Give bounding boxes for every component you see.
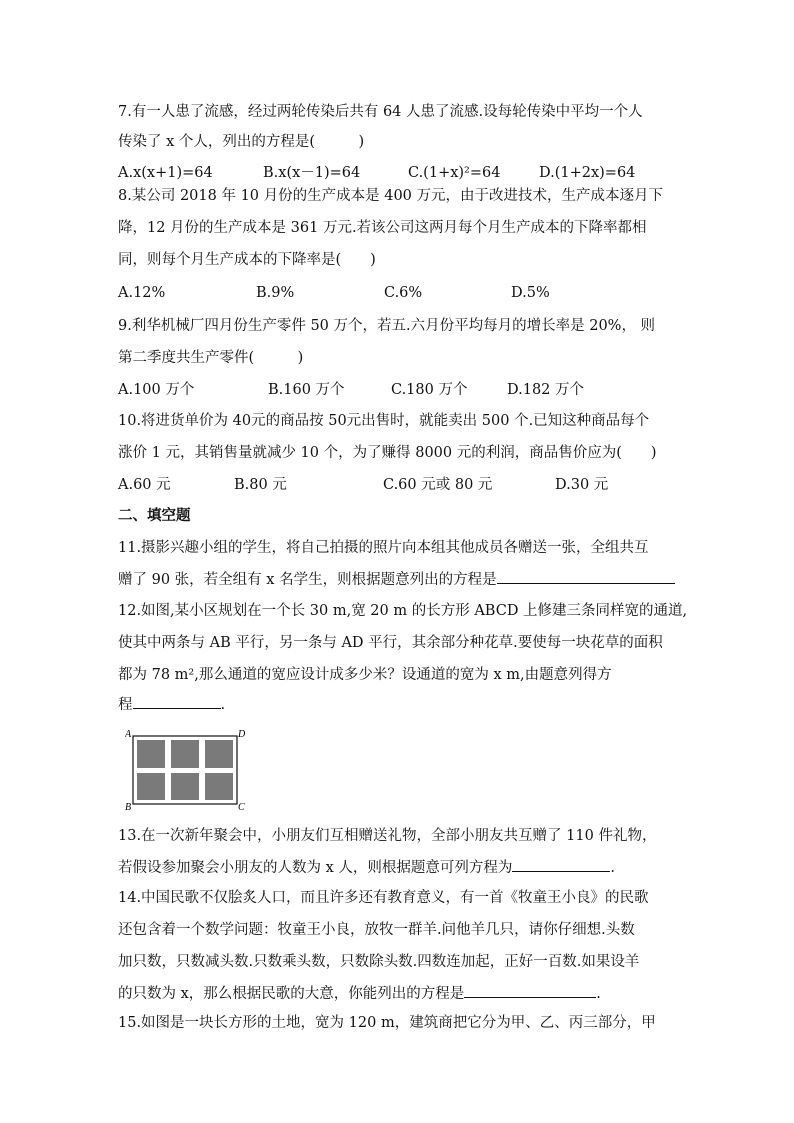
- q12-stem-line-3: 都为 78 m²,那么通道的宽应设计成多少米？设通道的宽为 x m,由题意列得方: [118, 667, 612, 683]
- flower-bed: [137, 740, 165, 768]
- q13-stem-line-2: [118, 857, 615, 878]
- vertex-c-label: C: [238, 802, 245, 812]
- q14-answer-blank[interactable]: [464, 983, 596, 998]
- q13-stem-line-1: 13.在一次新年聚会中，小朋友们互相赠送礼物，全部小朋友共互赠了 110 件礼物，: [118, 828, 657, 844]
- q14-stem-text: 的只数为 x，那么根据民歌的大意，你能列出的方程是: [118, 986, 465, 1002]
- q14-period: .: [596, 986, 601, 1002]
- flower-bed: [171, 740, 199, 768]
- q9-option-b: B.160 万个: [268, 382, 345, 398]
- q7-options: [118, 163, 718, 183]
- q8-option-a: A.12%: [118, 285, 166, 301]
- q12-stem-line-2: 使其中两条与 AB 平行，另一条与 AD 平行，其余部分种花草.要使每一块花草的面积: [118, 635, 663, 651]
- q12-stem-line-1: 12.如图,某小区规划在一个长 30 m,宽 20 m 的长方形 ABCD 上修建三条同样宽的通道,: [118, 603, 688, 619]
- q12-stem-line-4: [118, 694, 225, 715]
- q10-options: [118, 475, 718, 495]
- vertex-b-label: B: [125, 802, 132, 812]
- q9-option-a: A.100 万个: [118, 382, 195, 398]
- q8-option-b: B.9%: [256, 285, 295, 301]
- q15-stem-line-1: 15.如图是一块长方形的土地，宽为 120 m，建筑商把它分为甲、乙、丙三部分，甲: [118, 1015, 656, 1031]
- q9-stem-line-2: 第二季度共生产零件( ): [118, 350, 304, 366]
- q8-stem-line-1: 8.某公司 2018 年 10 月份的生产成本是 400 万元，由于改进技术，生产成本逐月下: [118, 188, 664, 204]
- q12-stem-text: 程: [118, 697, 133, 713]
- q14-stem-line-2: 还包含着一个数学问题：牧童王小良，放牧一群羊.问他羊几只，请你仔细想.头数: [118, 922, 635, 938]
- q14-stem-line-3: 加只数，只数减头数.只数乘头数，只数除头数.四数连加起，正好一百数.如果设羊: [118, 954, 640, 970]
- q11-stem-line-1: 11.摄影兴趣小组的学生，将自己拍摄的照片向本组其他成员各赠送一张，全组共互: [118, 540, 649, 556]
- q10-option-c: C.60 元或 80 元: [383, 477, 493, 493]
- q13-answer-blank[interactable]: [512, 857, 610, 872]
- q12-period: .: [220, 697, 226, 713]
- q10-option-d: D.30 元: [555, 477, 609, 493]
- q9-options: [118, 380, 718, 400]
- q8-stem-line-2: 降，12 月份的生产成本是 361 万元.若该公司这两月每个月生产成本的下降率都相: [118, 220, 647, 236]
- q9-option-d: D.182 万个: [507, 382, 585, 398]
- q10-stem-line-1: 10.将进货单价为 40元的商品按 50元出售时，就能卖出 500 个.已知这种商品每个: [118, 413, 650, 429]
- q14-stem-line-4: [118, 983, 601, 1004]
- q9-stem-line-1: 9.利华机械厂四月份生产零件 50 万个，若五.六月份平均每月的增长率是 20%， 则: [118, 318, 656, 334]
- q7-option-d: D.(1+2x)=64: [539, 165, 636, 181]
- vertex-d-label: D: [238, 729, 245, 740]
- q8-stem-line-3: 同，则每个月生产成本的下降率是( ): [118, 252, 376, 268]
- q13-stem-text: 若假设参加聚会小朋友的人数为 x 人，则根据题意可列方程为: [118, 860, 513, 876]
- vertex-a-label: A: [125, 729, 132, 740]
- q9-option-c: C.180 万个: [391, 382, 468, 398]
- q7-option-c: C.(1+x)²=64: [408, 165, 501, 181]
- flower-bed: [137, 773, 165, 800]
- q11-answer-blank[interactable]: [497, 569, 675, 584]
- q10-stem-line-2: 涨价 1 元，其销售量就减少 10 个，为了赚得 8000 元的利润，商品售价应为( ): [118, 445, 657, 461]
- q7-option-a: A.x(x+1)=64: [118, 165, 213, 181]
- q11-stem-line-2: [118, 569, 675, 590]
- q10-option-a: A.60 元: [118, 477, 171, 493]
- q12-answer-blank[interactable]: [133, 694, 221, 709]
- q13-period: .: [610, 860, 616, 876]
- flower-bed: [171, 773, 199, 800]
- q7-stem-line-1: 7.有一人患了流感，经过两轮传染后共有 64 人患了流感.设每轮传染中平均一个人: [118, 104, 643, 120]
- q7-stem-line-2: 传染了 x 个人，列出的方程是( ): [118, 134, 365, 150]
- flower-bed: [205, 740, 233, 768]
- q7-option-b: B.x(x－1)=64: [263, 165, 361, 181]
- q10-option-b: B.80 元: [234, 477, 287, 493]
- q8-option-c: C.6%: [384, 285, 423, 301]
- q8-options: [118, 283, 718, 303]
- flower-bed: [205, 773, 233, 800]
- q11-stem-text: 赠了 90 张，若全组有 x 名学生，则根据题意列出的方程是: [118, 572, 497, 588]
- q14-stem-line-1: 14.中国民歌不仅脍炙人口，而且许多还有教育意义，有一首《牧童王小良》的民歌: [118, 890, 649, 906]
- q8-option-d: D.5%: [511, 285, 550, 301]
- section-heading: 二、填空题: [118, 507, 191, 524]
- q12-figure: [125, 728, 245, 812]
